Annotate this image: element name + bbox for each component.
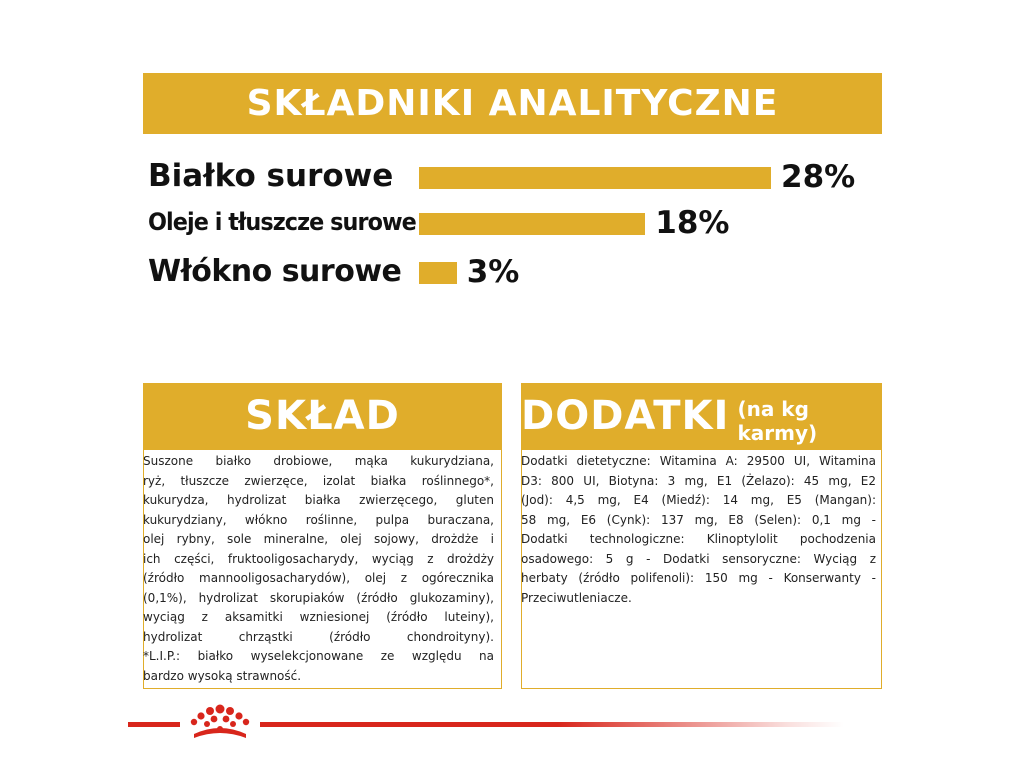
fiber-value: 3% — [466, 254, 520, 290]
additives-line: Przeciwutleniacze. — [521, 590, 632, 605]
composition-line: ryż, tłuszcze zwierzęce, izolat białka roślinnego*, — [143, 473, 494, 488]
additives-text — [521, 452, 876, 608]
composition-line: (źródło mannooligosacharydów), olej z ogórecznika — [143, 571, 494, 585]
additives-line: Dodatki technologiczne: Klinoptylolit pochodzenia — [521, 532, 876, 546]
composition-line: hydrolizat chrząstki (źródło chondroityny). — [143, 629, 494, 644]
composition-line: bardzo wysoką strawność. — [143, 668, 302, 683]
composition-line: kukurydza, hydrolizat białka zwierzęcego, gluten — [143, 493, 494, 507]
protein-label: Białko surowe — [148, 158, 394, 194]
crown-icon — [180, 700, 260, 746]
composition-line: kukurydziany, włókno roślinne, pulpa buraczana, — [143, 512, 494, 527]
analytic-constituents-banner — [143, 73, 882, 134]
composition-banner — [143, 383, 502, 449]
additives-line: (Jod): 4,5 mg, E4 (Miedź): 14 mg, E5 (Mangan): — [521, 493, 876, 507]
additives-banner — [521, 383, 882, 449]
composition-line: ich części, fruktooligosacharydy, wyciąg z drożdży — [143, 551, 494, 566]
fat-value: 18% — [655, 205, 730, 241]
additives-subtitle: (na kg karmy) — [737, 397, 818, 445]
fiber-label: Włókno surowe — [148, 254, 402, 289]
additives-line: D3: 800 UI, Biotyna: 3 mg, E1 (Żelazo): 45 mg, E2 — [521, 473, 876, 488]
fiber-bar — [419, 262, 457, 284]
additives-line: osadowego: 5 g - Dodatki sensoryczne: Wyciąg z — [521, 551, 876, 566]
composition-line: (0,1%), hydrolizat skorupiaków (źródło glukozaminy), — [143, 590, 494, 605]
additives-line: Dodatki dietetyczne: Witamina A: 29500 UI, Witamina — [521, 454, 876, 468]
additives-line: herbaty (źródło polifenoli): 150 mg - Konserwanty - — [521, 571, 876, 585]
composition-line: Suszone białko drobiowe, mąka kukurydziana, — [143, 454, 494, 468]
analytic-title: SKŁADNIKI ANALITYCZNE — [246, 83, 779, 124]
composition-line: *L.I.P.: białko wyselekcjonowane ze względu na — [143, 649, 494, 663]
fat-label: Oleje i tłuszcze surowe — [148, 208, 416, 236]
protein-value: 28% — [781, 159, 856, 195]
fat-bar — [419, 213, 645, 235]
composition-line: olej rybny, sole mineralne, olej sojowy, drożdże i — [143, 532, 494, 546]
composition-text — [143, 452, 494, 686]
composition-line: wyciąg z aksamitki wzniesionej (źródło luteiny), — [143, 610, 494, 624]
protein-bar — [419, 167, 771, 189]
composition-title: SKŁAD — [245, 393, 400, 439]
additives-line: 58 mg, E6 (Cynk): 137 mg, E8 (Selen): 0,1 mg - — [521, 512, 876, 527]
additives-title: DODATKI — [521, 393, 730, 439]
